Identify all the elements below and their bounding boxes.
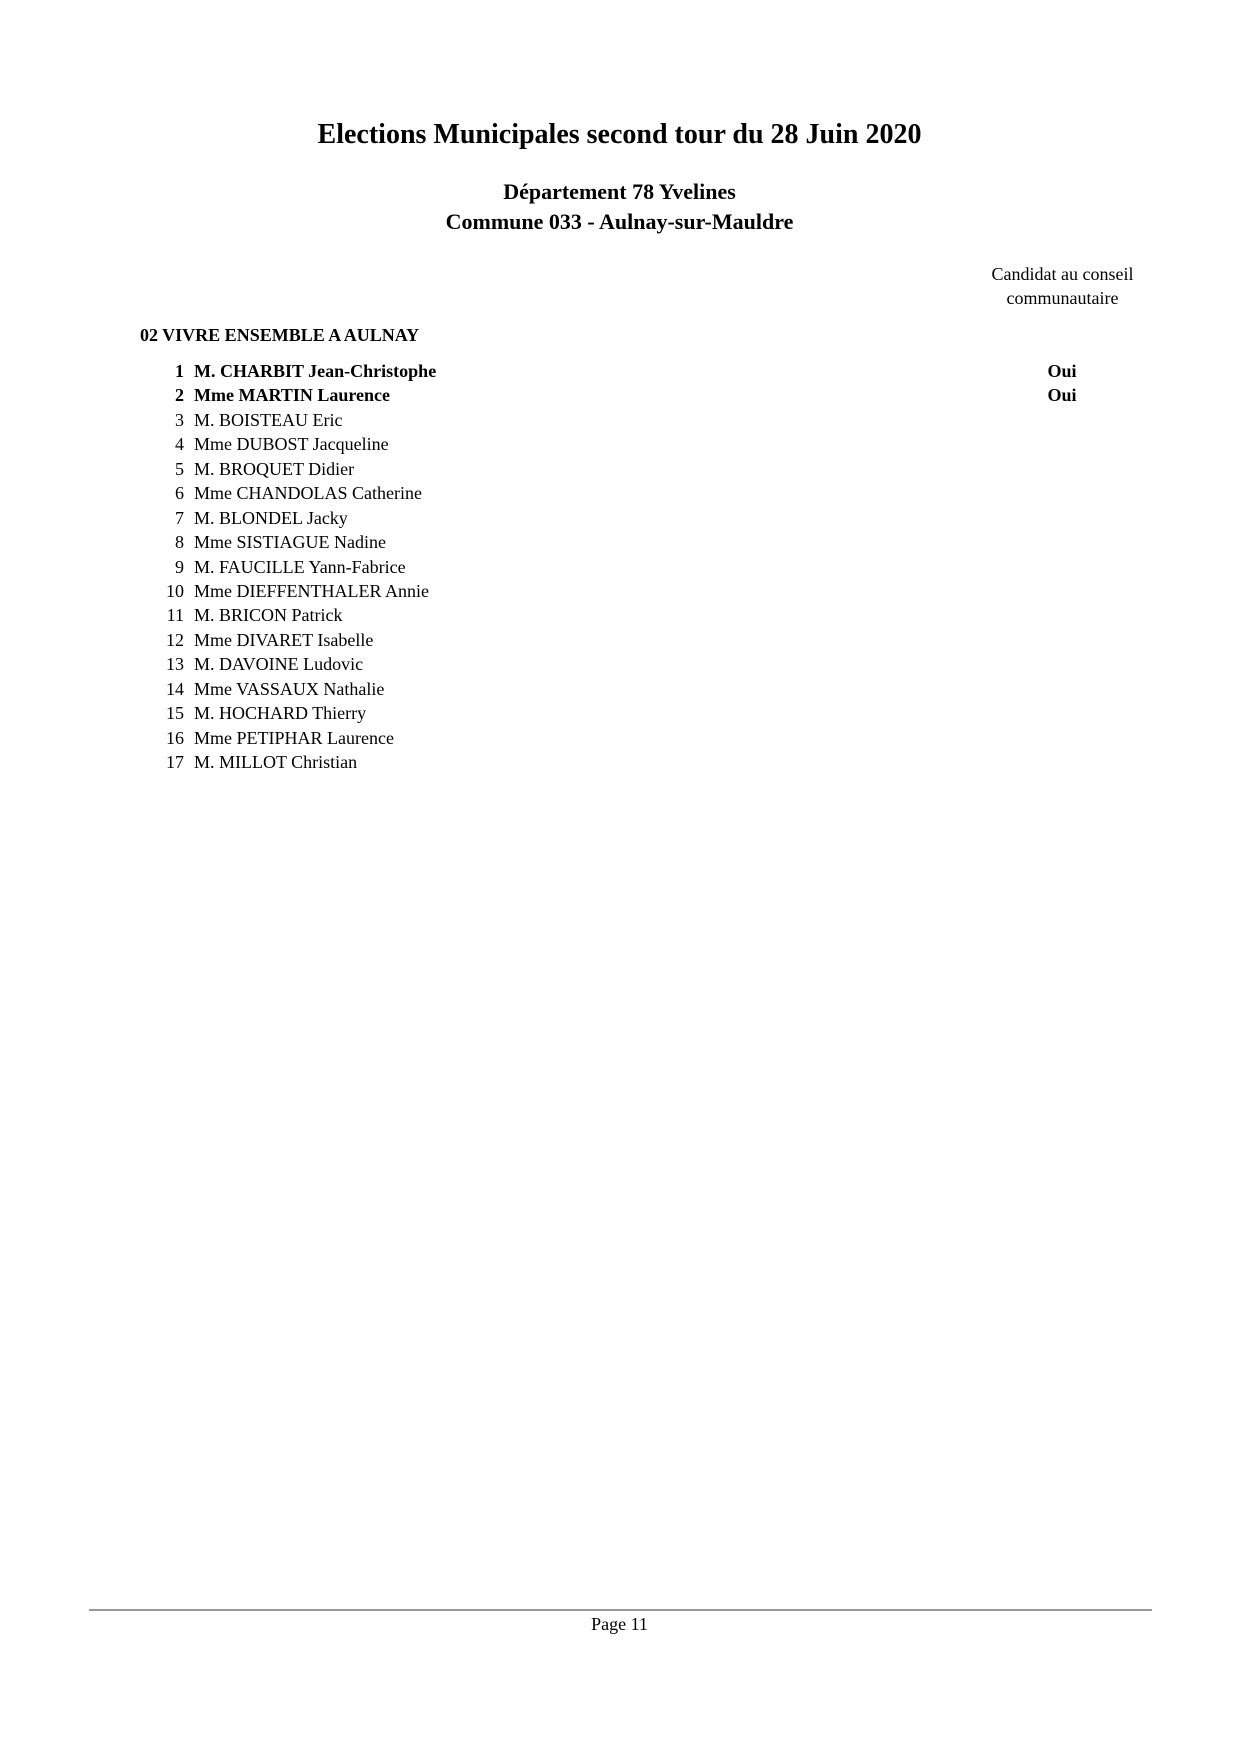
column-header-line-1: Candidat au conseil xyxy=(991,264,1134,284)
candidate-number: 1 xyxy=(175,361,184,381)
candidate-row xyxy=(0,702,1239,726)
candidate-name: Mme DIEFFENTHALER Annie xyxy=(194,580,429,601)
candidate-number: 8 xyxy=(175,532,184,553)
candidate-list xyxy=(0,360,1239,775)
candidate-number: 11 xyxy=(166,605,184,626)
candidate-name: Mme CHANDOLAS Catherine xyxy=(194,483,422,504)
candidate-name: M. HOCHARD Thierry xyxy=(194,703,367,724)
footer-divider xyxy=(89,1609,1152,1611)
candidate-name: M. BLONDEL Jacky xyxy=(194,507,348,528)
candidate-name: Mme DIVARET Isabelle xyxy=(194,629,374,650)
candidate-row xyxy=(0,604,1239,628)
candidate-row xyxy=(0,507,1239,531)
candidate-row xyxy=(0,433,1239,457)
candidate-number: 17 xyxy=(166,752,184,772)
candidate-row xyxy=(0,556,1239,580)
candidate-number: 12 xyxy=(166,629,184,650)
candidate-row xyxy=(0,580,1239,604)
candidate-number: 10 xyxy=(166,580,184,601)
candidate-name: M. BOISTEAU Eric xyxy=(194,409,343,430)
conseil-communautaire-value: Oui xyxy=(1047,361,1077,381)
candidate-name: Mme VASSAUX Nathalie xyxy=(194,678,385,699)
candidate-row xyxy=(0,531,1239,555)
candidate-row xyxy=(0,458,1239,482)
commune-heading: Commune 033 - Aulnay-sur-Mauldre xyxy=(445,209,794,234)
candidate-number: 16 xyxy=(166,727,184,748)
conseil-communautaire-value: Oui xyxy=(1047,385,1077,406)
candidate-number: 6 xyxy=(175,483,184,504)
candidate-name: M. BROQUET Didier xyxy=(194,458,355,479)
candidate-number: 5 xyxy=(175,458,184,479)
department-heading: Département 78 Yvelines xyxy=(503,179,736,204)
candidate-number: 4 xyxy=(175,434,184,455)
candidate-number: 14 xyxy=(166,678,184,699)
candidate-name: Mme MARTIN Laurence xyxy=(194,385,390,406)
candidate-row xyxy=(0,384,1239,408)
candidate-row xyxy=(0,727,1239,751)
candidate-row xyxy=(0,409,1239,433)
candidate-name: M. MILLOT Christian xyxy=(194,752,358,772)
column-header-conseil-communautaire xyxy=(960,262,1165,310)
candidate-row xyxy=(0,629,1239,653)
candidate-number: 9 xyxy=(175,556,184,577)
candidate-number: 15 xyxy=(166,703,184,724)
candidate-number: 13 xyxy=(166,654,184,675)
candidate-number: 2 xyxy=(175,385,184,406)
document-title: Elections Municipales second tour du 28 Juin 2020 xyxy=(317,119,922,150)
candidate-name: M. FAUCILLE Yann-Fabrice xyxy=(194,556,406,577)
candidate-name: Mme PETIPHAR Laurence xyxy=(194,727,394,748)
candidate-row xyxy=(0,482,1239,506)
candidate-name: M. CHARBIT Jean-Christophe xyxy=(194,361,437,381)
candidate-row xyxy=(0,360,1239,384)
candidate-name: M. DAVOINE Ludovic xyxy=(194,654,364,675)
column-header-line-2: communautaire xyxy=(1006,288,1119,308)
page-number: Page 11 xyxy=(591,1614,648,1634)
candidate-name: Mme DUBOST Jacqueline xyxy=(194,434,389,455)
candidate-row xyxy=(0,751,1239,775)
candidate-number: 3 xyxy=(175,409,184,430)
candidate-row xyxy=(0,653,1239,677)
list-name: 02 VIVRE ENSEMBLE A AULNAY xyxy=(140,325,420,345)
candidate-name: Mme SISTIAGUE Nadine xyxy=(194,532,386,553)
candidate-name: M. BRICON Patrick xyxy=(194,605,343,626)
candidate-number: 7 xyxy=(175,507,184,528)
candidate-row xyxy=(0,678,1239,702)
